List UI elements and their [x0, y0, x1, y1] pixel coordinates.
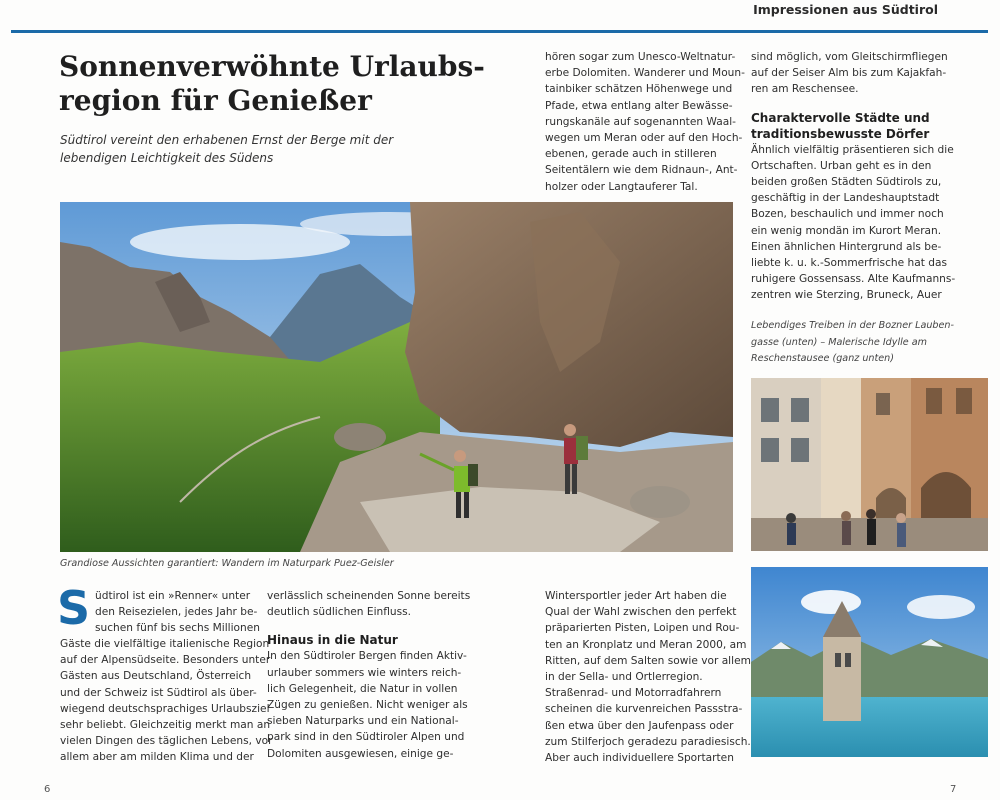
lake-photo-illustration	[751, 567, 988, 757]
text-line: erbe Dolomiten. Wanderer und Moun-	[545, 67, 745, 80]
text-line: ßen etwa über den Jaufenpass oder	[545, 719, 734, 732]
header-rule	[11, 30, 988, 33]
text-line: ren am Reschensee.	[751, 83, 859, 96]
hero-caption: Grandiose Aussichten garantiert: Wandern im Naturpark Puez-Geisler	[60, 558, 394, 569]
text-line: beiden großen Städten Südtirols zu,	[751, 176, 942, 189]
text-line: ruhigere Gossensass. Alte Kaufmanns-	[751, 273, 956, 286]
headline-line: Sonnenverwöhnte Urlaubs-	[59, 50, 485, 83]
text-line: lich Gelegenheit, die Natur in vollen	[267, 682, 458, 695]
text-line: hören sogar zum Unesco-Weltnatur-	[545, 51, 736, 63]
text-line: wegen um Meran oder auf den Hoch-	[545, 132, 743, 145]
text-line: sehr beliebt. Gleichzeitig merkt man an	[60, 719, 271, 732]
text-line: den Reisezielen, jedes Jahr be-	[95, 606, 258, 619]
caption-line: Lebendiges Treiben in der Bozner Lauben-	[751, 320, 954, 331]
page-number-left: 6	[44, 784, 51, 795]
text-line: Pfade, etwa entlang alter Bewässe-	[545, 99, 733, 112]
text-line: wiegend deutschsprachiges Urlaubsziel	[60, 702, 270, 715]
caption-line: gasse (unten) – Malerische Idylle am	[751, 336, 927, 348]
text-line: Ähnlich vielfältig präsentieren sich die	[751, 143, 954, 156]
text-line: zum Stilferjoch geradezu paradiesisch.	[545, 735, 751, 748]
text-line: auf der Seiser Alm bis zum Kajakfah-	[751, 67, 947, 80]
text-line: in der Sella- und Ortlerregion.	[545, 671, 703, 684]
text-line: sind möglich, vom Gleitschirmfliegen	[751, 51, 948, 63]
heading-line: Hinaus in die Natur	[267, 633, 398, 648]
page-number-right: 7	[950, 784, 957, 795]
text-line: park sind in den Südtiroler Alpen und	[267, 731, 465, 744]
text-line: Gäste die vielfältige italienische Region	[60, 638, 270, 650]
text-line: präparierten Pisten, Loipen und Rou-	[545, 622, 740, 635]
text-line: Straßenrad- und Motorradfahrern	[545, 687, 722, 700]
text-line: Dolomiten ausgewiesen, einige ge-	[267, 747, 454, 760]
text-line: verlässlich scheinenden Sonne bereits	[267, 590, 471, 602]
headline-line: region für Genießer	[59, 84, 372, 117]
section-heading-towns	[751, 110, 941, 142]
lake-photo	[751, 567, 988, 757]
caption-line: Reschenstausee (ganz unten)	[751, 353, 895, 364]
text-line: üdtirol ist ein »Renner« unter	[95, 590, 251, 602]
text-line: Ortschaften. Urban geht es in den	[751, 159, 932, 172]
column-4	[751, 49, 956, 304]
text-line: urlauber sommers wie winters reich-	[267, 666, 462, 679]
text-line: Qual der Wahl zwischen den perfekt	[545, 606, 737, 619]
text-line: Ritten, auf dem Salten sowie vor allem	[545, 654, 751, 667]
text-line: tainbiker schätzen Höhenwege und	[545, 83, 733, 96]
text-line: holzer oder Langtauferer Tal.	[545, 180, 698, 193]
text-line: Bozen, beschaulich und immer noch	[751, 208, 944, 221]
text-line: ten an Kronplatz und Meran 2000, am	[545, 638, 747, 651]
text-line: Gästen aus Deutschland, Österreich	[60, 670, 252, 683]
text-line: suchen fünf bis sechs Millionen	[95, 622, 260, 635]
text-line: liebte k. u. k.-Sommerfrische hat das	[751, 257, 947, 270]
subhead-line: lebendigen Leichtigkeit des Südens	[60, 151, 274, 165]
column-3-top	[545, 49, 745, 195]
text-line: zentren wie Sterzing, Bruneck, Auer	[751, 289, 942, 302]
text-line: ein wenig mondän im Kurort Meran.	[751, 224, 942, 237]
column-3-bottom	[545, 588, 751, 766]
text-line: In den Südtiroler Bergen finden Aktiv-	[267, 650, 467, 663]
text-line: Seitentälern wie dem Ridnaun-, Ant-	[545, 164, 738, 177]
text-line: deutlich südlichen Einfluss.	[267, 606, 412, 619]
text-line: vielen Dingen des täglichen Lebens, vor	[60, 735, 273, 748]
text-line: allem aber am milden Klima und der	[60, 751, 254, 764]
text-line: sieben Naturparks und ein National-	[267, 715, 459, 728]
running-head: Impressionen aus Südtirol	[753, 2, 938, 17]
section-heading-nature	[267, 632, 457, 648]
text-line: Zügen zu genießen. Nicht weniger als	[267, 699, 468, 712]
side-caption	[751, 318, 954, 368]
text-line: Wintersportler jeder Art haben die	[545, 590, 727, 602]
drop-cap: S	[57, 581, 91, 635]
text-line: rungskanäle auf sogenannten Waal-	[545, 115, 736, 128]
street-photo	[751, 378, 988, 551]
text-line: scheinen die kurvenreichen Passstra-	[545, 703, 743, 716]
column-1	[60, 636, 273, 766]
text-line: Einen ähnlichen Hintergrund als be-	[751, 240, 942, 253]
column-1-intro	[95, 588, 260, 637]
text-line: auf der Alpensüdseite. Besonders unter	[60, 654, 271, 667]
text-line: geschäftig in der Landeshauptstadt	[751, 192, 940, 205]
text-line: Aber auch individuellere Sportarten	[545, 752, 734, 765]
subhead	[60, 131, 420, 167]
text-line: ebenen, gerade auch in stilleren	[545, 148, 717, 161]
street-photo-illustration	[751, 378, 988, 551]
heading-line: traditionsbewusste Dörfer	[751, 126, 930, 141]
hero-photo	[60, 202, 733, 552]
text-line: und der Schweiz ist Südtirol als über-	[60, 686, 257, 699]
hero-photo-illustration	[60, 202, 733, 552]
subhead-line: Südtirol vereint den erhabenen Ernst der Berge mit der	[60, 133, 394, 147]
column-2	[267, 588, 471, 762]
headline	[59, 50, 519, 118]
heading-line: Charaktervolle Städte und	[751, 110, 930, 125]
